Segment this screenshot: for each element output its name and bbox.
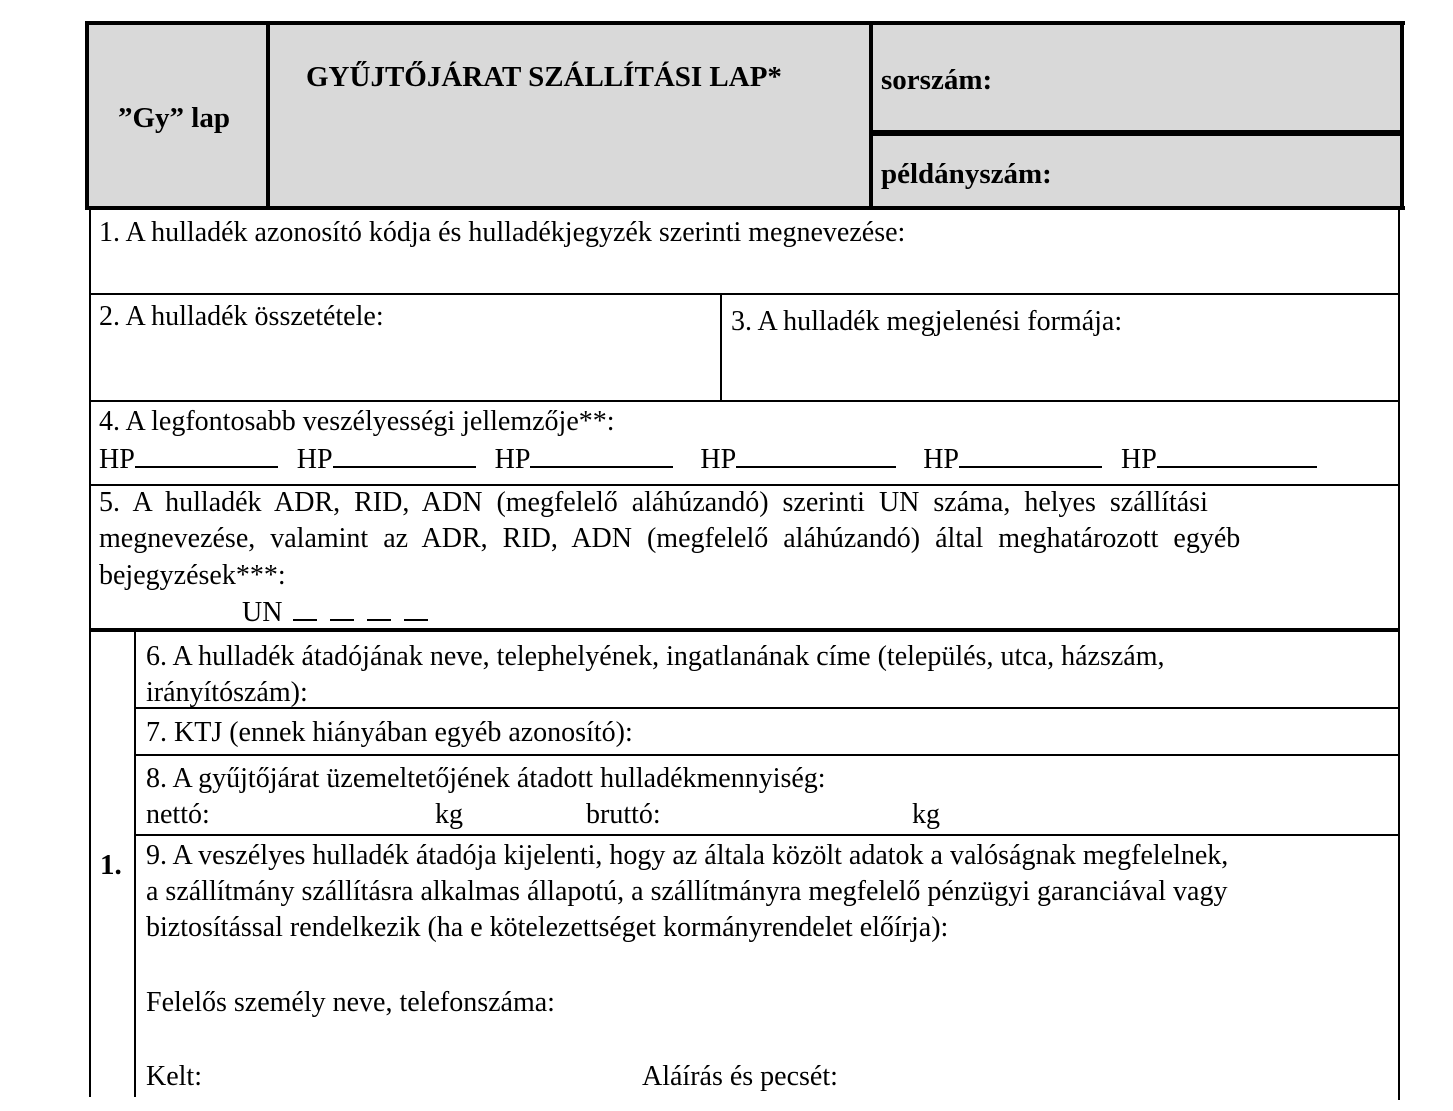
signature-label: Aláírás és pecsét: (642, 1061, 838, 1092)
hp-field[interactable]: HP (700, 444, 896, 475)
form-title: GYŰJTŐJÁRAT SZÁLLÍTÁSI LAP* (306, 61, 782, 93)
field-5-line-1: 5. A hulladék ADR, RID, ADN (megfelelő aláhúzandó) szerinti UN száma, helyes szállítási (99, 487, 1208, 518)
field-5-line-3: bejegyzések***: (99, 560, 286, 591)
hp-field[interactable]: HP (1121, 444, 1317, 475)
netto-label: nettó: (146, 799, 210, 830)
hp-field[interactable]: HP (495, 444, 674, 475)
hp-field[interactable]: HP (297, 444, 476, 475)
field-1-label: 1. A hulladék azonosító kódja és hulladékjegyzék szerinti megnevezése: (99, 217, 906, 248)
hp-row (99, 442, 1317, 477)
hp-field[interactable]: HP (99, 444, 278, 475)
sorszam-label: sorszám: (881, 64, 993, 96)
field-9-line-1: 9. A veszélyes hulladék átadója kijelenti, hogy az általa közölt adatok a valóságnak megfelelnek, (146, 840, 1229, 871)
brutto-label: bruttó: (586, 799, 661, 830)
gy-lap-label: ”Gy” lap (118, 102, 230, 134)
field-3-label: 3. A hulladék megjelenési formája: (731, 306, 1123, 337)
date-label: Kelt: (146, 1061, 202, 1092)
field-9-line-2: a szállítmány szállításra alkalmas állapotú, a szállítmányra megfelelő pénzügyi garanciával vagy (146, 876, 1228, 907)
field-2-label: 2. A hulladék összetétele: (99, 301, 384, 332)
hp-field[interactable]: HP (923, 444, 1102, 475)
field-6-line-2: irányítószám): (146, 677, 308, 708)
field-9-line-3: biztosítással rendelkezik (ha e kötelezettséget kormányrendelet előírja): (146, 912, 949, 943)
un-field[interactable] (242, 595, 428, 630)
section-number: 1. (100, 849, 122, 881)
field-7-label: 7. KTJ (ennek hiányában egyéb azonosító): (146, 717, 633, 748)
netto-unit: kg (435, 799, 463, 830)
field-4-label: 4. A legfontosabb veszélyességi jellemzője**: (99, 406, 615, 437)
field-5-line-2: megnevezése, valamint az ADR, RID, ADN (megfelelő aláhúzandó) által meghatározott egyéb (99, 523, 1241, 554)
un-label: UN (242, 597, 283, 628)
peldanyszam-label: példányszám: (881, 158, 1052, 190)
field-8-label: 8. A gyűjtőjárat üzemeltetőjének átadott hulladékmennyiség: (146, 763, 826, 794)
title-cell (270, 25, 869, 206)
field-6-line-1: 6. A hulladék átadójának neve, telephelyének, ingatlanának címe (település, utca, házszám, (146, 641, 1165, 672)
brutto-unit: kg (912, 799, 940, 830)
responsible-person-label: Felelős személy neve, telefonszáma: (146, 987, 555, 1018)
